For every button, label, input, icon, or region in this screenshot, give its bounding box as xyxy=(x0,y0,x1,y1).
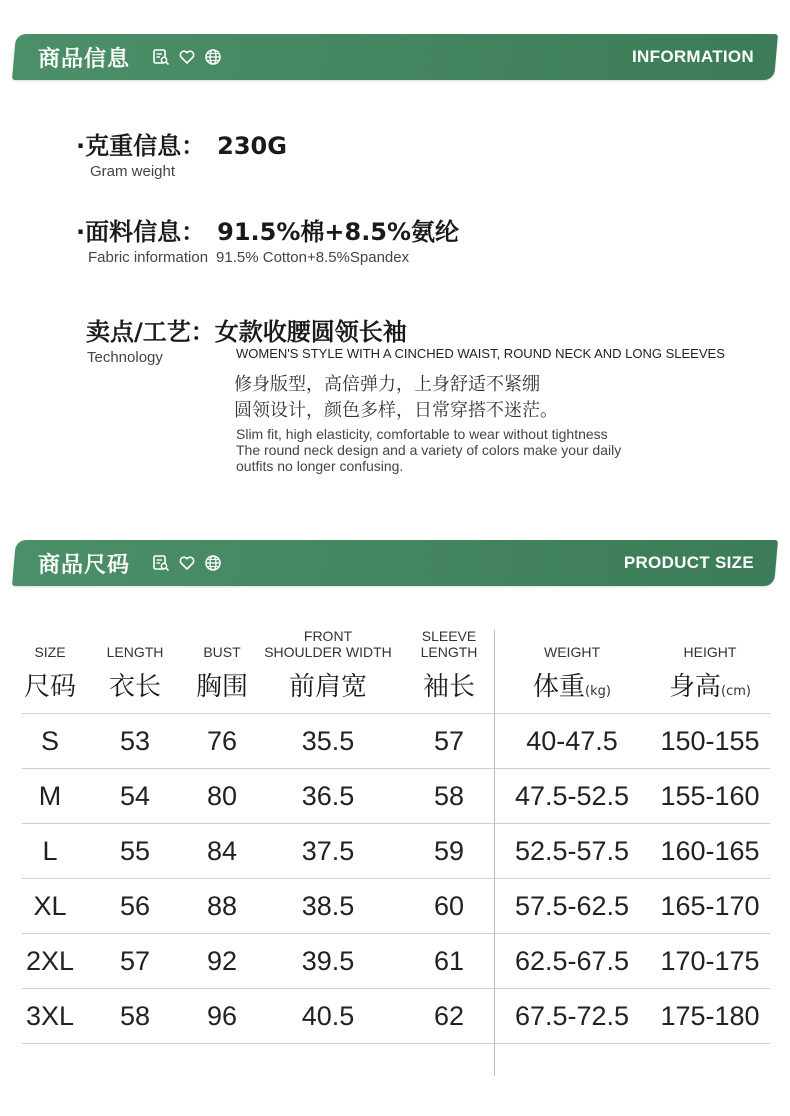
cell-length: 53 xyxy=(78,714,192,769)
size-table-header xyxy=(22,628,770,714)
cell-length: 54 xyxy=(78,769,192,824)
cell-bust: 92 xyxy=(192,934,252,989)
technology-desc-zh-line: 修身版型，高倍弹力，上身舒适不紧绷 xyxy=(234,374,540,395)
cell-sleeve: 57 xyxy=(404,714,494,769)
heart-icon xyxy=(178,48,196,66)
cell-shoulder: 36.5 xyxy=(252,769,404,824)
header-sleeve-length: SLEEVE LENGTH 袖长 xyxy=(404,628,494,714)
fabric-en-value: 91.5% Cotton+8.5%Spandex xyxy=(216,249,410,266)
technology-caps: WOMEN'S STYLE WITH A CINCHED WAIST, ROUND NECK AND LONG SLEEVES xyxy=(236,346,725,361)
technology-desc-en-line: The round neck design and a variety of colors make your daily xyxy=(236,442,622,458)
technology-value: 女款收腰圆领长袖 xyxy=(214,318,407,346)
table-row xyxy=(22,934,770,989)
table-row xyxy=(22,714,770,769)
table-row xyxy=(22,824,770,879)
cell-sleeve: 60 xyxy=(404,879,494,934)
cell-bust: 96 xyxy=(192,989,252,1044)
banner-title: 商品尺码 xyxy=(38,552,131,578)
gram-weight-label: ·克重信息： xyxy=(76,132,206,160)
banner-right-label: INFORMATION xyxy=(632,47,754,66)
banner-icons xyxy=(152,48,222,66)
cell-weight: 47.5-52.5 xyxy=(494,769,650,824)
size-table xyxy=(22,628,770,1044)
cell-height: 165-170 xyxy=(650,879,770,934)
cell-height: 155-160 xyxy=(650,769,770,824)
technology-en: Technology xyxy=(87,349,163,366)
cell-shoulder: 40.5 xyxy=(252,989,404,1044)
cell-height: 170-175 xyxy=(650,934,770,989)
cell-size: L xyxy=(22,824,78,879)
table-row xyxy=(22,879,770,934)
technology-desc-en xyxy=(236,426,621,474)
banner-title: 商品信息 xyxy=(38,46,131,72)
header-height-unit: (cm) xyxy=(721,684,751,699)
cell-weight: 67.5-72.5 xyxy=(494,989,650,1044)
cell-height: 150-155 xyxy=(650,714,770,769)
cell-length: 55 xyxy=(78,824,192,879)
cell-shoulder: 38.5 xyxy=(252,879,404,934)
header-front-shoulder-width: FRONT SHOULDER WIDTH 前肩宽 xyxy=(252,628,404,714)
cell-weight: 57.5-62.5 xyxy=(494,879,650,934)
fabric-info xyxy=(76,212,459,266)
technology-desc-en-line: Slim fit, high elasticity, comfortable to wear without tightness xyxy=(236,426,608,442)
cell-height: 160-165 xyxy=(650,824,770,879)
technology-desc-en-line: outfits no longer confusing. xyxy=(236,458,404,474)
banner-icons xyxy=(152,554,222,572)
header-bust: BUST 胸围 xyxy=(192,628,252,714)
document-search-icon xyxy=(152,48,170,66)
cell-shoulder: 39.5 xyxy=(252,934,404,989)
cell-size: XL xyxy=(22,879,78,934)
header-weight-unit: (kg) xyxy=(585,684,611,699)
header-height-zh: 身高 xyxy=(669,672,722,702)
table-row xyxy=(22,989,770,1044)
header-size: SIZE 尺码 xyxy=(22,628,78,714)
globe-icon xyxy=(204,554,222,572)
fabric-en: Fabric information xyxy=(88,249,209,266)
fabric-value: 91.5%棉+8.5%氨纶 xyxy=(217,218,460,246)
table-row xyxy=(22,769,770,824)
cell-weight: 62.5-67.5 xyxy=(494,934,650,989)
heart-icon xyxy=(178,554,196,572)
gram-weight-en: Gram weight xyxy=(90,163,176,180)
document-search-icon xyxy=(152,554,170,572)
information-banner xyxy=(14,34,776,80)
cell-weight: 40-47.5 xyxy=(494,714,650,769)
header-length: LENGTH 衣长 xyxy=(78,628,192,714)
globe-icon xyxy=(204,48,222,66)
cell-size: M xyxy=(22,769,78,824)
technology-label: 卖点/工艺： xyxy=(86,318,215,346)
cell-length: 58 xyxy=(78,989,192,1044)
gram-weight-info xyxy=(76,126,287,180)
cell-weight: 52.5-57.5 xyxy=(494,824,650,879)
cell-sleeve: 62 xyxy=(404,989,494,1044)
cell-shoulder: 37.5 xyxy=(252,824,404,879)
cell-bust: 88 xyxy=(192,879,252,934)
product-size-banner xyxy=(14,540,776,586)
technology-desc-zh xyxy=(234,372,558,424)
cell-size: 2XL xyxy=(22,934,78,989)
technology-desc-zh-line: 圆领设计，颜色多样，日常穿搭不迷茫。 xyxy=(234,400,558,421)
cell-shoulder: 35.5 xyxy=(252,714,404,769)
cell-sleeve: 59 xyxy=(404,824,494,879)
cell-bust: 84 xyxy=(192,824,252,879)
cell-height: 175-180 xyxy=(650,989,770,1044)
table-vertical-divider xyxy=(494,630,495,1076)
gram-weight-value: 230G xyxy=(217,132,287,160)
cell-length: 56 xyxy=(78,879,192,934)
cell-length: 57 xyxy=(78,934,192,989)
fabric-label: ·面料信息： xyxy=(76,218,206,246)
header-height: HEIGHT 身高(cm) xyxy=(650,628,770,714)
cell-size: 3XL xyxy=(22,989,78,1044)
cell-bust: 80 xyxy=(192,769,252,824)
cell-sleeve: 61 xyxy=(404,934,494,989)
cell-size: S xyxy=(22,714,78,769)
cell-sleeve: 58 xyxy=(404,769,494,824)
cell-bust: 76 xyxy=(192,714,252,769)
banner-right-label: PRODUCT SIZE xyxy=(623,553,754,572)
header-weight-zh: 体重 xyxy=(533,672,586,702)
header-weight: WEIGHT 体重(kg) xyxy=(494,628,650,714)
